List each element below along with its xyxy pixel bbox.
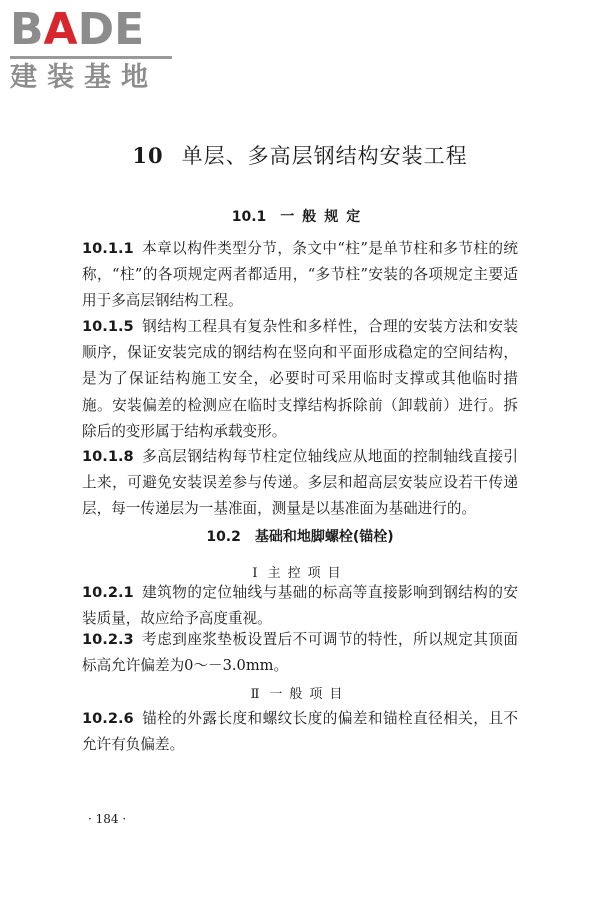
clause-number: 10.2.1 (82, 584, 134, 601)
clause-text: 钢结构工程具有复杂性和多样性，合理的安装方法和安装顺序，保证安装完成的钢结构在竖向和平面形成稳定的空间结构，是为了保证结构施工安全，必要时可采用临时支撑或其他临时措施。安装偏差的检测应在临时支撑结构拆除前（卸载前）进行。拆除后的变形属于结构承载变形。 (82, 318, 518, 440)
clause-number: 10.1.1 (82, 240, 134, 257)
clause-paragraph (82, 314, 518, 445)
clause-number: 10.1.5 (82, 318, 134, 335)
clause-text: 本章以构件类型分节，条文中“柱”是单节柱和多节柱的统称，“柱”的各项规定两者都适用，“多节柱”安装的各项规定主要适用于多高层钢结构工程。 (82, 240, 518, 310)
chapter-number: 10 (132, 143, 164, 168)
logo-letter-a: A (43, 4, 78, 55)
subsection-numeral: Ⅰ (252, 566, 258, 581)
subsection-numeral: Ⅱ (250, 687, 260, 702)
clause-paragraph (82, 580, 518, 632)
subsection-title: 主控项目 (267, 566, 348, 581)
page-number: · 184 · (88, 812, 127, 826)
logo-divider (10, 56, 172, 59)
section-title: 基础和地脚螺栓(锚栓) (254, 529, 394, 545)
section-title: 一般规定 (280, 209, 369, 225)
clause-paragraph (82, 627, 518, 679)
logo-brand (10, 4, 145, 55)
clause-number: 10.1.8 (82, 448, 134, 465)
logo-subtitle: 建装基地 (10, 62, 158, 93)
section-number: 10.2 (206, 529, 241, 545)
clause-number: 10.2.6 (82, 710, 134, 727)
subsection-heading (0, 562, 600, 581)
clause-paragraph (82, 444, 518, 523)
clause-text: 多高层钢结构每节柱定位轴线应从地面的控制轴线直接引上来，可避免安装误差参与传递。多层和超高层安装应设若干传递层，每一传递层为一基准面，测量是以基准面为基础进行的。 (82, 448, 518, 518)
clause-paragraph (82, 706, 518, 758)
clause-text: 建筑物的定位轴线与基础的标高等直接影响到钢结构的安装质量，故应给予高度重视。 (82, 584, 518, 628)
logo-letter-b: B (10, 4, 44, 55)
subsection-heading (0, 683, 600, 702)
logo-letters-de: DE (77, 4, 145, 55)
section-heading (0, 526, 600, 546)
logo (10, 4, 180, 94)
chapter-title-text: 单层、多高层钢结构安装工程 (181, 144, 468, 168)
clause-text: 考虑到座浆垫板设置后不可调节的特性，所以规定其顶面标高允许偏差为0～－3.0mm。 (82, 631, 518, 675)
section-heading (0, 206, 600, 226)
chapter-title (0, 140, 600, 170)
clause-paragraph (82, 236, 518, 315)
clause-number: 10.2.3 (82, 631, 134, 648)
subsection-title: 一般项目 (269, 687, 350, 702)
clause-text: 锚栓的外露长度和螺纹长度的偏差和锚栓直径相关，且不允许有负偏差。 (82, 710, 518, 754)
section-number: 10.1 (231, 209, 267, 225)
